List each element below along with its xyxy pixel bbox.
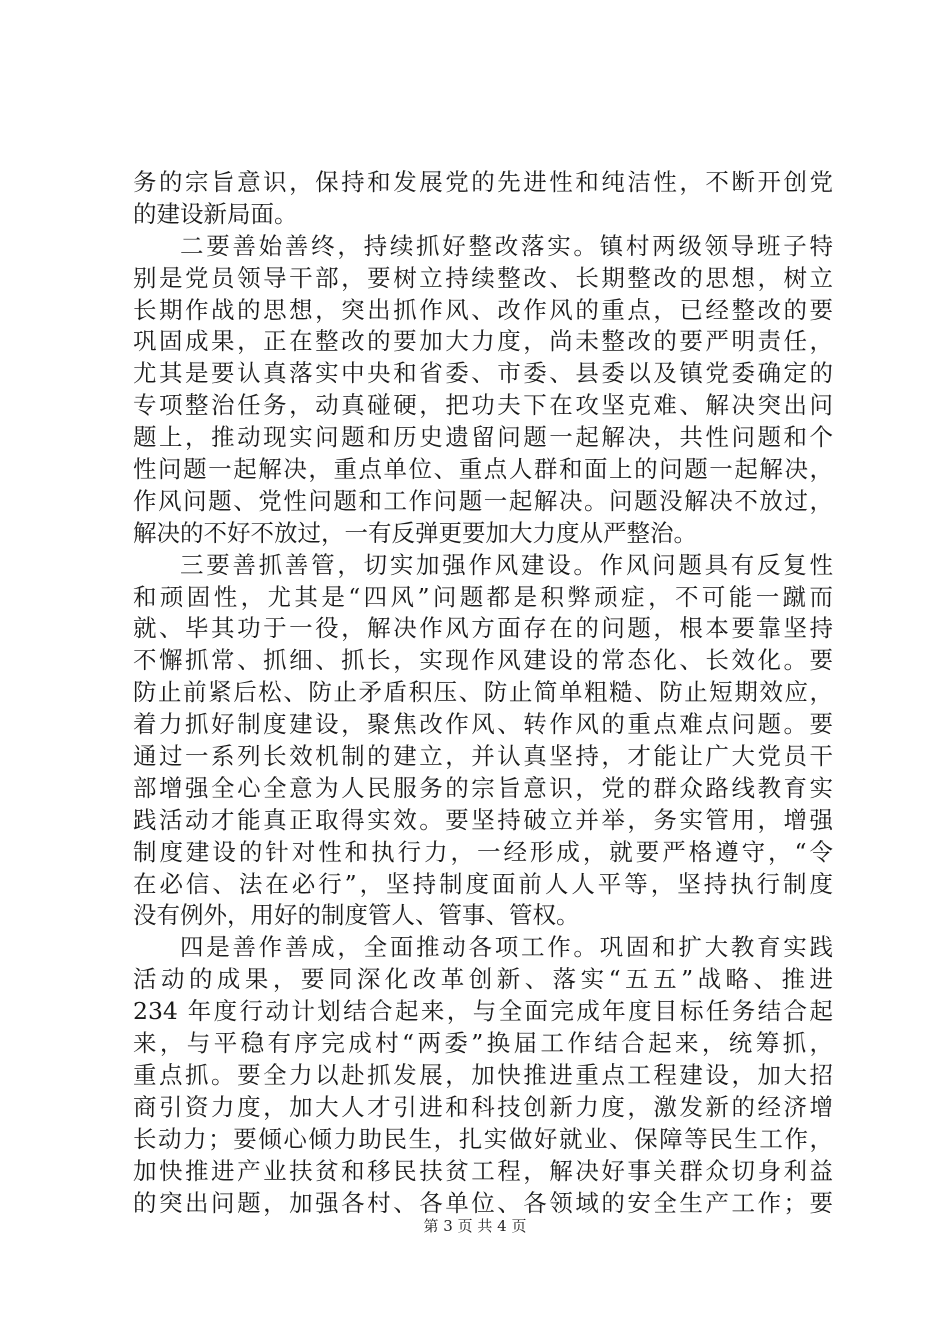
text-line: 的建设新局面。 xyxy=(133,199,298,228)
text-line: 别是党员领导干部，要树立持续整改、长期整改的思想，树立 xyxy=(133,263,833,292)
text-line: 通过一系列长效机制的建立，并认真坚持，才能让广大党员干 xyxy=(133,742,833,771)
text-line: 四是善作善成，全面推动各项工作。巩固和扩大教育实践 xyxy=(180,933,833,962)
document-body xyxy=(133,167,833,1219)
text-line: 二要善始善终，持续抓好整改落实。镇村两级领导班子特 xyxy=(180,231,833,260)
text-line: 防止前紧后松、防止矛盾积压、防止简单粗糙、防止短期效应， xyxy=(133,678,833,707)
text-line: 长期作战的思想，突出抓作风、改作风的重点，已经整改的要 xyxy=(133,295,833,324)
text-line: 重点抓。要全力以赴抓发展，加快推进重点工程建设，加大招 xyxy=(133,1060,833,1089)
text-line: 部增强全心全意为人民服务的宗旨意识，党的群众路线教育实 xyxy=(133,773,833,802)
text-line: 专项整治任务，动真碰硬，把功夫下在攻坚克难、解决突出问 xyxy=(133,391,833,420)
page-footer: 第 3 页 共 4 页 xyxy=(423,1217,527,1235)
text-line: 践活动才能真正取得实效。要坚持破立并举，务实管用，增强 xyxy=(133,805,833,834)
text-line: 活动的成果，要同深化改革创新、落实“五五”战略、推进 xyxy=(133,965,833,994)
text-line: 不懈抓常、抓细、抓长，实现作风建设的常态化、长效化。要 xyxy=(133,646,833,675)
text-line: 没有例外，用好的制度管人、管事、管权。 xyxy=(133,901,580,930)
text-line: 务的宗旨意识，保持和发展党的先进性和纯洁性，不断开创党 xyxy=(133,168,833,196)
text-line: 解决的不好不放过，一有反弹更要加大力度从严整治。 xyxy=(133,518,697,547)
text-line: 制度建设的针对性和执行力，一经形成，就要严格遵守，“令 xyxy=(133,837,833,866)
text-line: 和顽固性，尤其是“四风”问题都是积弊顽症，不可能一蹴而 xyxy=(133,582,833,611)
text-line: 着力抓好制度建设，聚焦改作风、转作风的重点难点问题。要 xyxy=(133,710,833,739)
text-line: 作风问题、党性问题和工作问题一起解决。问题没解决不放过， xyxy=(133,486,833,515)
text-line: 来，与平稳有序完成村“两委”换届工作结合起来，统筹抓， xyxy=(133,1029,833,1058)
text-line: 尤其是要认真落实中央和省委、市委、县委以及镇党委确定的 xyxy=(133,359,833,388)
text-line: 长动力；要倾心倾力助民生，扎实做好就业、保障等民生工作， xyxy=(133,1124,833,1153)
text-line: 就、毕其功于一役，解决作风方面存在的问题，根本要靠坚持 xyxy=(133,614,833,643)
text-line: 的突出问题，加强各村、各单位、各领域的安全生产工作；要 xyxy=(133,1188,833,1217)
text-line: 题上，推动现实问题和历史遗留问题一起解决，共性问题和个 xyxy=(133,423,833,452)
text-line: 商引资力度，加大人才引进和科技创新力度，激发新的经济增 xyxy=(133,1092,833,1121)
text-line: 234 年度行动计划结合起来，与全面完成年度目标任务结合起 xyxy=(133,997,833,1026)
text-line: 三要善抓善管，切实加强作风建设。作风问题具有反复性 xyxy=(180,550,833,579)
text-line: 巩固成果，正在整改的要加大力度，尚未整改的要严明责任， xyxy=(133,327,833,356)
text-line: 加快推进产业扶贫和移民扶贫工程，解决好事关群众切身利益 xyxy=(133,1156,833,1185)
text-line: 性问题一起解决，重点单位、重点人群和面上的问题一起解决， xyxy=(133,455,833,484)
text-line: 在必信、法在必行”，坚持制度面前人人平等，坚持执行制度 xyxy=(133,869,833,898)
